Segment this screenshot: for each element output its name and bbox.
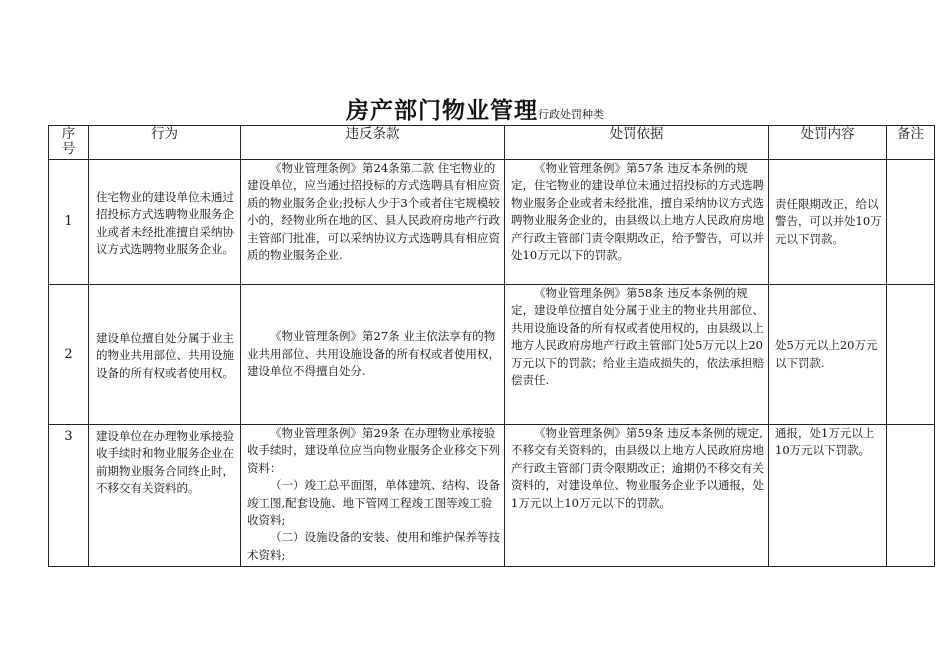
row-clause: 《物业管理条例》第29条 在办理物业承接验收手续时，建设单位应当向物业服务企业移交下列资料： （一）竣工总平面图，单体建筑、结构、设备竣工图,配套设施、地下管网工程竣工图等竣工验收资料; （二）设施设备的安装、使用和维护保养等技术资料;: [241, 425, 505, 567]
header-penalty: 处罚内容: [769, 126, 887, 160]
header-clause: 违反条款: [241, 126, 505, 160]
row-note: [887, 425, 935, 567]
row-note: [887, 160, 935, 285]
row-basis: 《物业管理条例》第58条 违反本条例的规定，建设单位擅自处分属于业主的物业共用部位、共用设施设备的所有权或者使用权的，由县级以上地方人民政府房地产行政主管部门处5万元以上20万元以下的罚款；给业主造成损失的，依法承担赔偿责任.: [505, 285, 769, 425]
table-row: [49, 160, 935, 285]
row-penalty: 处5万元以上20万元以下罚款.: [769, 285, 887, 425]
row-num: 3: [49, 425, 89, 567]
document-title: [0, 92, 950, 125]
table-row: [49, 285, 935, 425]
table-header-row: [49, 126, 935, 160]
table-row: [49, 425, 935, 567]
row-penalty: 责任限期改正，给以警告，可以并处10万元以下罚款。: [769, 160, 887, 285]
row-act: 建设单位在办理物业承接验收手续时和物业服务企业在前期物业服务合同终止时，不移交有关资料的。: [89, 425, 241, 567]
row-act: 建设单位擅自处分属于业主的物业共用部位、共用设施设备的所有权或者使用权。: [89, 285, 241, 425]
header-note: 备注: [887, 126, 935, 160]
row-penalty: 通报，处1万元以上10万元以下罚款。: [769, 425, 887, 567]
title-sub: 行政处罚种类: [538, 108, 604, 121]
row-clause: 《物业管理条例》第27条 业主依法享有的物业共用部位、共用设施设备的所有权或者使用权，建设单位不得擅自处分.: [241, 285, 505, 425]
row-basis: 《物业管理条例》第59条 违反本条例的规定,不移交有关资料的，由县级以上地方人民政府房地产行政主管部门责令限期改正；逾期仍不移交有关资料的，对建设单位、物业服务企业予以通报，处1万元以上10万元以下的罚款。: [505, 425, 769, 567]
header-basis: 处罚依据: [505, 126, 769, 160]
row-note: [887, 285, 935, 425]
row-act: 住宅物业的建设单位未通过招投标方式选聘物业服务企业或者未经批准擅自采纳协议方式选聘物业服务企业。: [89, 160, 241, 285]
row-num: 2: [49, 285, 89, 425]
header-act: 行为: [89, 126, 241, 160]
row-num: 1: [49, 160, 89, 285]
header-num: 序号: [49, 126, 89, 160]
row-clause: 《物业管理条例》第24条第二款 住宅物业的建设单位，应当通过招投标的方式选聘具有相应资质的物业服务企业;投标人少于3个或者住宅规模较小的，经物业所在地的区、县人民政府房地产行政主管部门批准，可以采纳协议方式选聘具有相应资质的物业服务企业.: [241, 160, 505, 285]
title-main: 房产部门物业管理: [346, 98, 538, 124]
row-basis: 《物业管理条例》第57条 违反本条例的规定，住宅物业的建设单位未通过招投标的方式选聘物业服务企业或者未经批准，擅自采纳协议方式选聘物业服务企业的，由县级以上地方人民政府房地产行政主管部门责令限期改正，给予警告，可以并处10万元以下的罚款。: [505, 160, 769, 285]
penalty-table: [48, 125, 935, 567]
